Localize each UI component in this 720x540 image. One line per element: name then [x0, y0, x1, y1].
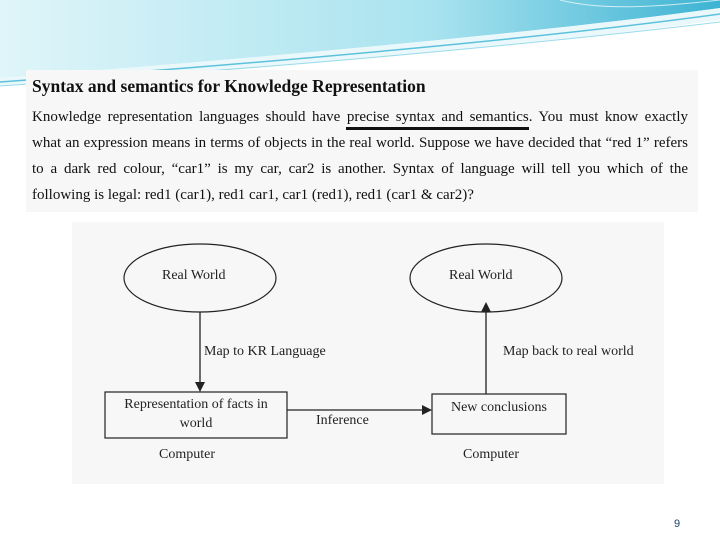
page-number: 9 [674, 518, 681, 530]
slide-title: Syntax and semantics for Knowledge Representation [32, 76, 426, 96]
right-world-label: Real World [449, 268, 513, 283]
left-caption: Computer [159, 447, 215, 462]
emphasis-underline [346, 127, 529, 130]
slide-paragraph: Knowledge representation languages should have precise syntax and semantics. You must know exactly what an expression means in terms of objects in the real world. Suppose we have decided that “red 1” refers to a dark red colour, “car1” is my car, car2 is another. Syntax of language will tell you which of the following is legal: red1 (car1), red1 car1, car1 (red1), red1 (car1 & car2)? [32, 109, 688, 203]
right-caption: Computer [463, 447, 519, 462]
right-box-label: New conclusions [450, 400, 548, 415]
kr-diagram [72, 222, 664, 484]
inference-label: Inference [316, 413, 369, 428]
text-panel [26, 70, 698, 212]
left-world-label: Real World [162, 268, 226, 283]
left-box-label: Representation of facts in world [124, 397, 268, 431]
map-up-label: Map back to real world [503, 344, 634, 359]
map-down-label: Map to KR Language [204, 344, 326, 359]
